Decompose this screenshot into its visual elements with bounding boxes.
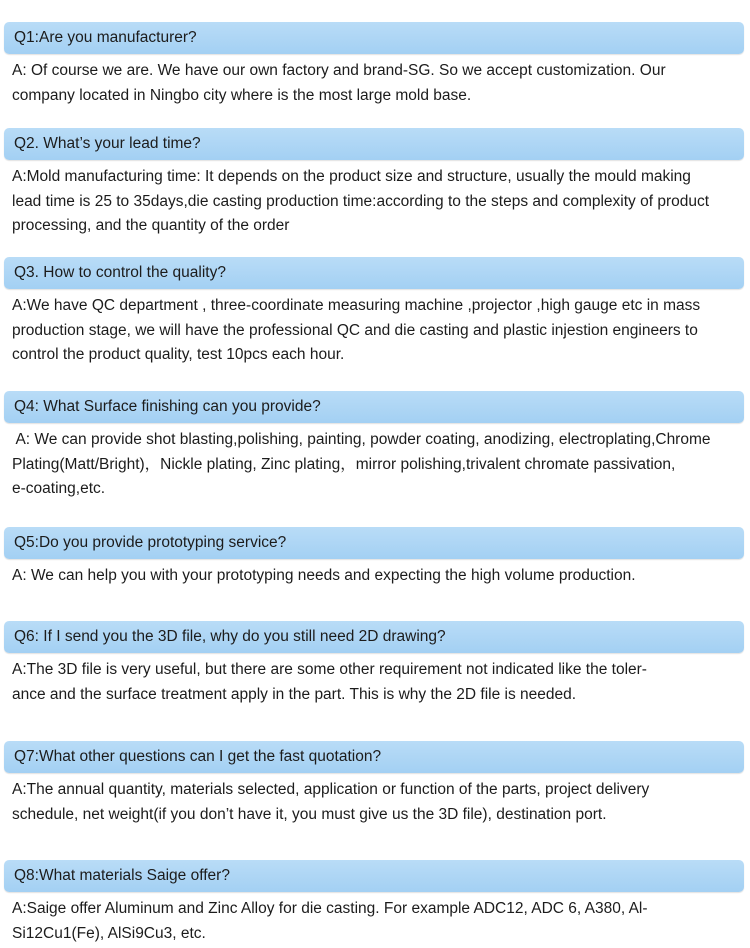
answer-text: A: Of course we are. We have our own factory and brand-SG. So we accept customization. Our company located in Ningbo city where is the most large mold base. — [12, 62, 666, 104]
question-text: Q8:What materials Saige offer? — [14, 867, 230, 884]
question-bar — [4, 391, 744, 423]
question-bar — [4, 128, 744, 160]
question-bar — [4, 860, 744, 892]
question-bar — [4, 527, 744, 559]
question-bar — [4, 22, 744, 54]
question-text: Q5:Do you provide prototyping service? — [14, 534, 287, 551]
question-text: Q2. What’s your lead time? — [14, 135, 201, 152]
answer-text: A:The 3D file is very useful, but there are some other requirement not indicated like the toler- ance and the surface treatment apply in the part. This is why the 2D file is needed. — [12, 661, 647, 703]
question-text: Q4: What Surface finishing can you provide? — [14, 398, 321, 415]
answer-text: A: We can help you with your prototyping needs and expecting the high volume production. — [12, 567, 636, 584]
question-text: Q6: If I send you the 3D file, why do you still need 2D drawing? — [14, 628, 446, 645]
answer-text: A:We have QC department , three-coordinate measuring machine ,projector ,high gauge etc in mass production stage, we will have the professional QC and die casting and plastic injestion engineers to control the product quality, test 10pcs each hour. — [12, 297, 701, 363]
question-text: Q7:What other questions can I get the fast quotation? — [14, 748, 382, 765]
question-bar — [4, 621, 744, 653]
question-bar — [4, 257, 744, 289]
answer-text: A:The annual quantity, materials selected, application or function of the parts, project delivery schedule, net weight(if you don’t have it, you must give us the 3D file), destination port. — [12, 781, 650, 823]
answer-text: A:Mold manufacturing time: It depends on the product size and structure, usually the mould making lead time is 25 to 35days,die casting production time:according to the steps and complexity of product processing, and the quantity of the order — [12, 168, 710, 234]
answer-text: A: We can provide shot blasting,polishing, painting, powder coating, anodizing, electroplating,Chrome Plating(Matt/Bright)，Nickle plating, Zinc plating，mirror polishing,trivalent chromate passivation, e-coating,etc. — [12, 431, 711, 497]
question-text: Q3. How to control the quality? — [14, 264, 226, 281]
question-bar — [4, 741, 744, 773]
question-text: Q1:Are you manufacturer? — [14, 29, 197, 46]
answer-text: A:Saige offer Aluminum and Zinc Alloy for die casting. For example ADC12, ADC 6, A380, Al- Si12Cu1(Fe), AlSi9Cu3, etc. — [12, 900, 648, 942]
